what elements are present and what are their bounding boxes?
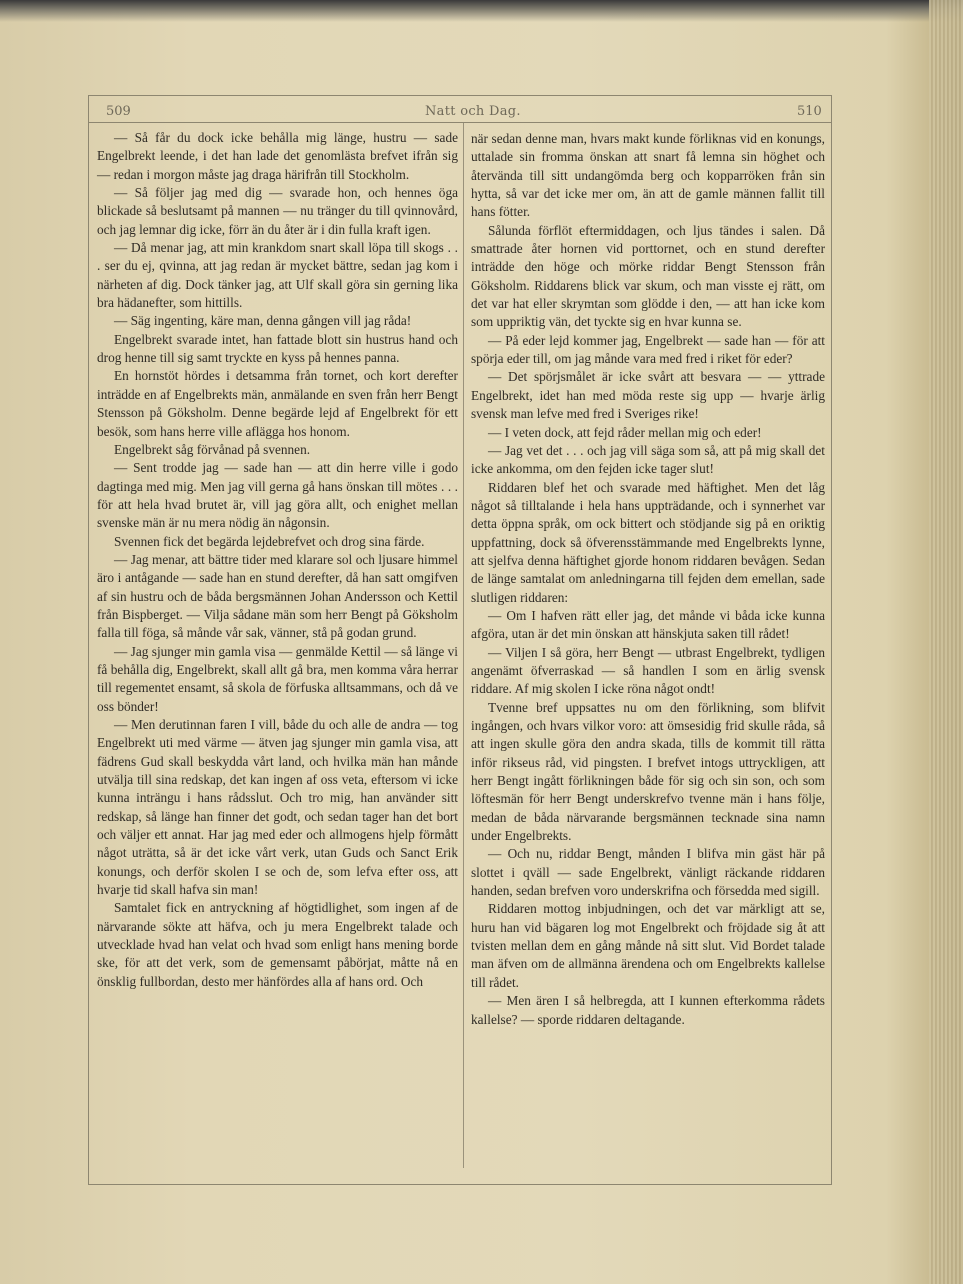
paragraph: Engelbrekt såg förvånad på svennen. bbox=[114, 441, 311, 457]
paragraph: — Jag sjunger min gamla visa — genmälde Kettil — så länge vi få behålla dig, Engelbrekt, skall allt gå bra, men komma våra herrar till regementet ensamt, så skola de förfuska alltsammans, och då ve oss bönder! bbox=[97, 643, 458, 714]
header-rule bbox=[88, 122, 832, 123]
paragraph: när sedan denne man, hvars makt kunde förliknas vid en konungs, uttalade sin fromma önskan att snart få lemna sin höghet och återvända till sitt undangömda berg och kopparröken från sin hytta, så var det icke mer om, än att de gamle männen fallit till hans fötter. bbox=[471, 131, 825, 220]
scan-shadow bbox=[0, 0, 963, 22]
paragraph: Samtalet fick en antryckning af högtidlighet, som ingen af de närvarande sökte att häfva, och ju mera Engelbrekt talade och utvecklade hvad han velat och hvad som enligt hans mening borde ske, för att det verk, som de gemensamt påbörjat, måtte nå en önsklig fullbordan, desto mer hänfördes alla af hans ord. Och bbox=[97, 900, 458, 989]
paragraph: Tvenne bref uppsattes nu om den förlikning, som blifvit ingången, och hvars vilkor voro: att ömsesidig frid skulle råda, så att ingen skulle göra den andra skada, tills de kommit till rätta inför rikseus råd, vid pingsten. I brefvet intogs uttryckligen, att herr Bengt ingått förlikningen både för sig och sin son, och som löftesmän för herr Bengt underskrefvo tvenne män i hans följe, medan de båda närvarande bergsmännen tecknade sina namn under Engelbrekts. bbox=[471, 699, 825, 844]
paragraph: — Och nu, riddar Bengt, månden I blifva min gäst här på slottet i qväll — sade Engelbrekt, vänligt räckande riddaren handen, sedan brefven voro underskrifna och försedda med sigill. bbox=[471, 846, 825, 899]
paragraph: En hornstöt hördes i detsamma från tornet, och kort derefter inträdde en af Engelbrekts män, anmälande en sven från herr Bengt Stensson på Göksholm. Denne begärde lejd af Engelbrekt för ett besök, som hans herre ville aflägga hos honom. bbox=[97, 368, 458, 439]
paragraph: — I veten dock, att fejd råder mellan mig och eder! bbox=[488, 424, 762, 440]
paragraph: — Så följer jag med dig — svarade hon, och hennes öga blickade så beslutsamt på mannen — nu tränger du till qvinnovård, och jag lemnar dig icke, förr än du åter är i din fulla kraft igen. bbox=[97, 185, 458, 237]
book-page-edges bbox=[929, 0, 963, 1284]
paragraph: — På eder lejd kommer jag, Engelbrekt — sade han — för att spörja eder till, om jag månde vara med fred i riket för eder? bbox=[471, 332, 825, 367]
column-divider bbox=[463, 123, 464, 1168]
paragraph: — Jag menar, att bättre tider med klarare sol och ljusare himmel äro i antågande — sade han en stund derefter, då han satt omgifven af sin hustru och de båda bergsmännen Johan Andersson och Kettil från Bispberget. — Vilja sådane män som herr Bengt på Göksholm falla till föga, så månde vår sak, vänner, stå på godan grund. bbox=[97, 551, 458, 641]
paragraph: — Säg ingenting, käre man, denna gången vill jag råda! bbox=[114, 313, 412, 329]
paragraph: — Om I hafven rätt eller jag, det månde vi båda icke kunna afgöra, utan är det min önskan att hänskjuta saken till rådet! bbox=[471, 607, 825, 642]
paragraph: Riddaren blef het och svarade med häftighet. Men det låg något så tilltalande i hela hans uppträdande, och i synnerhet var detta öppna språk, om ock bittert och stödjande sig på en oriktig uppfattning, dock så öfverensstämmande med Engelbrekts lynne, att sjelfva denna häftighet gjorde honom riddaren bevågen. Sedan de länge samtalat om anledningarna till fejden dem emellan, sade slutligen riddaren: bbox=[471, 479, 825, 605]
paragraph: Svennen fick det begärda lejdebrefvet och drog sina färde. bbox=[114, 533, 425, 549]
paragraph: — Sent trodde jag — sade han — att din herre ville i godo dagtinga med mig. Men jag vill gerna gå hans önskan till mötes . . . för att hela hvad brutet är, vill jag göra allt, och enighet mellan svenske män är nu mera nödig än någonsin. bbox=[97, 460, 458, 531]
left-text-column bbox=[97, 129, 458, 991]
paragraph: — Det spörjsmålet är icke svårt att besvara — — yttrade Engelbrekt, idet han med möda reste sig upp — hvarje ärlig svensk man lefve med fred i Sveriges rike! bbox=[471, 369, 825, 422]
paragraph: Engelbrekt svarade intet, han fattade blott sin hustrus hand och drog henne till sig samt tryckte en kyss på hennes panna. bbox=[97, 331, 458, 366]
paragraph: — Då menar jag, att min krankdom snart skall löpa till skogs . . . ser du ej, qvinna, att jag redan är mycket bättre, sedan jag kom i närheten af dig. Dock tänker jag, att Ulf skall göra sin gerning lika bra hädanefter, som hittills. bbox=[97, 240, 458, 311]
page-number-left: 509 bbox=[106, 104, 131, 119]
paragraph: — Så får du dock icke behålla mig länge, hustru — sade Engelbrekt leende, i det han lade det genomlästa brefvet ifrån sig — redan i morgon måste jag draga härifrån till Stockholm. bbox=[97, 130, 458, 182]
paragraph: Riddaren mottog inbjudningen, och det var märkligt att se, huru han vid bägaren log mot Engelbrekt och fröjdade sig åt att tvisten mellan dem en gång månde nå sitt slut. Vid Bordet talade man äfven om de allmänna ärendena och om Engelbrekts kallelse till rådet. bbox=[471, 901, 825, 990]
paragraph: — Men derutinnan faren I vill, både du och alle de andra — tog Engelbrekt uti med värme — ätven jag sjunger min gamla visa, att fädrens Gud skall beskydda vårt land, och hvilka män han månde utvälja till sina redskap, det kan ingen af oss veta, eftersom vi icke kunna inträngu i hans rådsslut. Och tro mig, han använder sitt redskap, så länge han finner det godt, och sedan tager han det bort och väljer ett annat. Har jag med eder och allmogens hjelp förmått något uträtta, så är det icke vårt verk, utan Guds och Sanct Erik konungs, och derför skolen I se och de, som lefva efter oss, att hvarje tid skall hafva sin man! bbox=[97, 717, 458, 898]
paragraph: — Viljen I så göra, herr Bengt — utbrast Engelbrekt, tydligen angenämt öfverraskad — så handlen I som en ärlig svensk riddare. Af mig skolen I icke röna något ondt! bbox=[471, 644, 825, 697]
paragraph: — Men ären I så helbregda, att I kunnen efterkomma rådets kallelse? — sporde riddaren deltagande. bbox=[471, 993, 825, 1027]
paragraph: Sålunda förflöt eftermiddagen, och ljus tändes i salen. Då smattrade åter hornen vid porttornet, och en stund derefter inträdde den höge och mörke riddar Bengt Stensson från Göksholm. Riddarens blick var skum, och man visste ej rätt, om det var hat eller skrymtan som glödde i den, — att han icke kom som uppriktig vän, det tyckte sig en hvar kunna se. bbox=[471, 222, 825, 330]
paragraph: — Jag vet det . . . och jag vill säga som så, att på mig skall det icke ankomma, om den fejden icke tager slut! bbox=[471, 442, 825, 477]
page-number-right: 510 bbox=[797, 104, 822, 119]
right-text-column bbox=[471, 130, 825, 1029]
running-title: Natt och Dag. bbox=[425, 104, 521, 119]
